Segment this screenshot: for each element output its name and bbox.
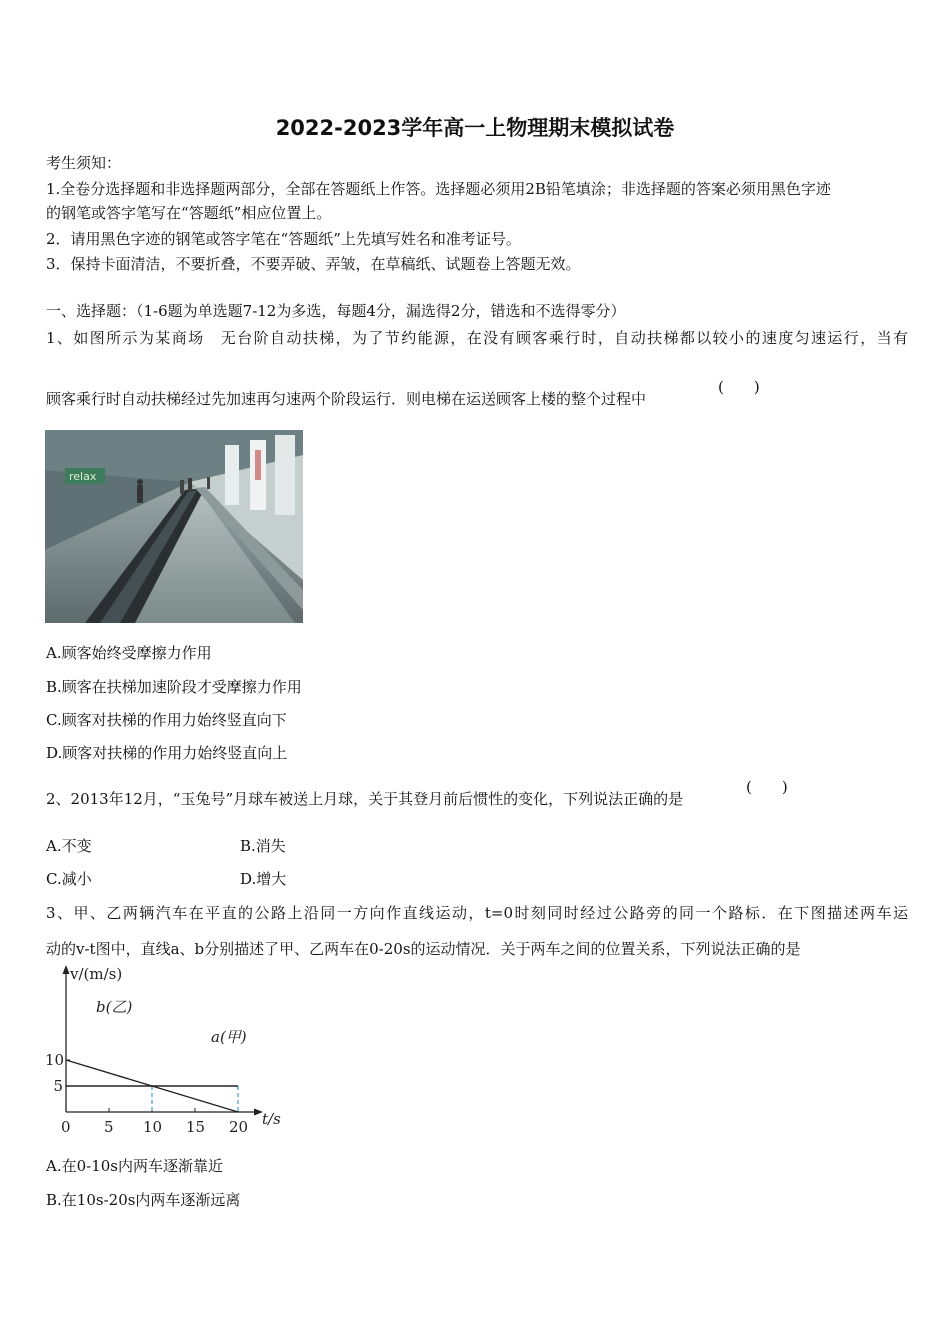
q2-option-b[interactable]: B.消失	[240, 837, 286, 855]
q2-option-d[interactable]: D.增大	[240, 870, 287, 888]
q3-option-a[interactable]: A.在0-10s内两车逐渐靠近	[46, 1157, 223, 1175]
page-title: 2022-2023学年高一上物理期末模拟试卷	[275, 116, 675, 140]
notice-heading: 考生须知：	[46, 154, 122, 172]
x-tick-label-0: 0	[61, 1118, 71, 1132]
notice-item-3: 3．保持卡面清洁，不要折叠，不要弄破、弄皱，在草稿纸、试题卷上答题无效。	[46, 255, 581, 273]
q2-option-a[interactable]: A.不变	[46, 837, 92, 855]
y-axis-label: v/(m/s)	[70, 965, 123, 983]
escalator-photo	[45, 430, 303, 623]
q1-stem-line1: 1、如图所示为某商场 无台阶自动扶梯，为了节约能源，在没有顾客乘行时，自动扶梯都以较小的速度匀速运行，当有	[46, 329, 908, 347]
q2-option-c[interactable]: C.减小	[46, 870, 92, 888]
series-b-label: b(乙)	[96, 998, 133, 1016]
q3-stem-line2: 动的v-t图中，直线a、b分别描述了甲、乙两车在0-20s的运动情况．关于两车之间的位置关系，下列说法正确的是	[46, 940, 801, 958]
notice-item-1b: 的钢笔或答字笔写在“答题纸”相应位置上。	[46, 204, 332, 222]
vt-graph	[40, 962, 290, 1132]
notice-item-1a: 1.全卷分选择题和非选择题两部分，全部在答题纸上作答。选择题必须用2B铅笔填涂；非选择题的答案必须用黑色字迹	[46, 180, 831, 198]
q1-stem-line2: 顾客乘行时自动扶梯经过先加速再匀速两个阶段运行．则电梯在运送顾客上楼的整个过程中	[46, 390, 647, 408]
notice-item-2: 2．请用黑色字迹的钢笔或答字笔在“答题纸”上先填写姓名和准考证号。	[46, 230, 521, 248]
x-tick-label-20: 20	[229, 1118, 249, 1132]
y-tick-label-10: 10	[45, 1051, 65, 1069]
x-axis-label: t/s	[262, 1110, 281, 1128]
q1-option-a[interactable]: A.顾客始终受摩擦力作用	[46, 644, 212, 662]
y-axis-arrow	[63, 965, 70, 974]
q1-option-b[interactable]: B.顾客在扶梯加速阶段才受摩擦力作用	[46, 678, 302, 696]
q1-option-d[interactable]: D.顾客对扶梯的作用力始终竖直向上	[46, 744, 288, 762]
q3-stem-line1: 3、甲、乙两辆汽车在平直的公路上沿同一方向作直线运动，t=0时刻同时经过公路旁的同一个路标．在下图描述两车运	[46, 904, 908, 922]
x-tick-label-10: 10	[143, 1118, 163, 1132]
x-tick-label-15: 15	[186, 1118, 206, 1132]
section-heading: 一、选择题：（1-6题为单选题7-12为多选，每题4分，漏选得2分，错选和不选得零分）	[46, 302, 626, 320]
q2-answer-paren: ( )	[746, 778, 788, 796]
q1-answer-paren: ( )	[718, 378, 760, 396]
q3-option-b[interactable]: B.在10s-20s内两车逐渐远离	[46, 1191, 241, 1209]
y-tick-label-5: 5	[53, 1077, 64, 1095]
relax-sign-text: relax	[69, 470, 97, 483]
q2-stem: 2、2013年12月，“玉兔号”月球车被送上月球，关于其登月前后惯性的变化，下列说法正确的是	[46, 790, 684, 808]
x-tick-label-5: 5	[104, 1118, 114, 1132]
q1-option-c[interactable]: C.顾客对扶梯的作用力始终竖直向下	[46, 711, 287, 729]
series-a-label: a(甲)	[211, 1028, 247, 1046]
